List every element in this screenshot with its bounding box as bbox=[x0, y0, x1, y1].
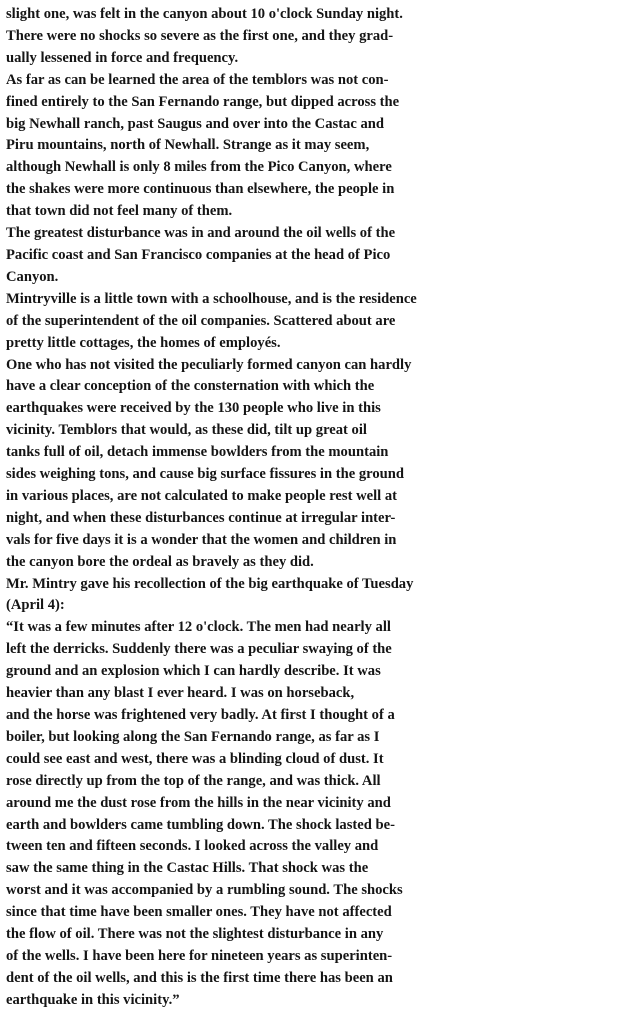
text-line: rose directly up from the top of the range, and was thick. All bbox=[6, 772, 381, 789]
text-line: As far as can be learned the area of the temblors was not con- bbox=[6, 71, 389, 88]
paragraph-mintry-quote bbox=[6, 617, 612, 1011]
text-line: pretty little cottages, the homes of employés. bbox=[6, 334, 281, 351]
text-line: Mr. Mintry gave his recollection of the big earthquake of Tuesday bbox=[6, 575, 414, 592]
text-line: the flow of oil. There was not the slightest disturbance in any bbox=[6, 926, 384, 943]
text-line: sides weighing tons, and cause big surface fissures in the ground bbox=[6, 466, 405, 483]
text-line: ually lessened in force and frequency. bbox=[6, 49, 239, 66]
text-line: earth and bowlders came tumbling down. The shock lasted be- bbox=[6, 816, 395, 833]
text-line: night, and when these disturbances continue at irregular inter- bbox=[6, 509, 396, 526]
text-line: Piru mountains, north of Newhall. Strange as it may seem, bbox=[6, 137, 370, 154]
text-line: big Newhall ranch, past Saugus and over into the Castac and bbox=[6, 115, 385, 132]
text-line: earthquakes were received by the 130 people who live in this bbox=[6, 400, 381, 417]
text-line: vals for five days it is a wonder that the women and children in bbox=[6, 531, 397, 548]
paragraph-consternation bbox=[6, 355, 612, 574]
text-line: ground and an explosion which I can hardly describe. It was bbox=[6, 663, 381, 680]
paragraph-shocks-lessened bbox=[6, 4, 612, 70]
text-line: have a clear conception of the consternation with which the bbox=[6, 378, 375, 395]
text-line: The greatest disturbance was in and around the oil wells of the bbox=[6, 225, 396, 242]
text-line: Mintryville is a little town with a schoolhouse, and is the residence bbox=[6, 290, 417, 307]
text-line: tanks full of oil, detach immense bowlders from the mountain bbox=[6, 444, 389, 461]
text-line: of the wells. I have been here for nineteen years as superinten- bbox=[6, 947, 393, 964]
text-line: since that time have been smaller ones. They have not affected bbox=[6, 904, 392, 921]
paragraph-mintry-recollection-intro bbox=[6, 574, 612, 618]
text-line: although Newhall is only 8 miles from the Pico Canyon, where bbox=[6, 159, 392, 176]
text-line: of the superintendent of the oil companies. Scattered about are bbox=[6, 312, 396, 329]
text-line: the shakes were more continuous than elsewhere, the people in bbox=[6, 181, 395, 198]
text-line: There were no shocks so severe as the first one, and they grad- bbox=[6, 27, 394, 44]
text-line: that town did not feel many of them. bbox=[6, 203, 233, 220]
text-line: worst and it was accompanied by a rumbling sound. The shocks bbox=[6, 882, 403, 899]
paragraph-greatest-disturbance bbox=[6, 223, 612, 289]
text-line: dent of the oil wells, and this is the first time there has been an bbox=[6, 969, 393, 986]
text-line: in various places, are not calculated to make people rest well at bbox=[6, 487, 398, 504]
text-line: the canyon bore the ordeal as bravely as they did. bbox=[6, 553, 314, 570]
text-line: tween ten and fifteen seconds. I looked across the valley and bbox=[6, 838, 379, 855]
text-line: (April 4): bbox=[6, 597, 65, 614]
text-line: vicinity. Temblors that would, as these did, tilt up great oil bbox=[6, 422, 367, 439]
text-line: could see east and west, there was a blinding cloud of dust. It bbox=[6, 750, 384, 767]
text-line: earthquake in this vicinity.” bbox=[6, 991, 180, 1008]
text-line: around me the dust rose from the hills in the near vicinity and bbox=[6, 794, 391, 811]
text-line: heavier than any blast I ever heard. I was on horseback, bbox=[6, 685, 355, 702]
text-line: fined entirely to the San Fernando range, but dipped across the bbox=[6, 93, 400, 110]
text-line: and the horse was frightened very badly. At first I thought of a bbox=[6, 707, 395, 723]
text-line: Canyon. bbox=[6, 268, 59, 285]
text-line: Pacific coast and San Francisco companies at the head of Pico bbox=[6, 246, 391, 263]
text-line: slight one, was felt in the canyon about 10 o'clock Sunday night. bbox=[6, 6, 403, 22]
text-line: saw the same thing in the Castac Hills. That shock was the bbox=[6, 860, 369, 877]
text-line: “It was a few minutes after 12 o'clock. The men had nearly all bbox=[6, 619, 391, 636]
paragraph-area-of-temblors bbox=[6, 70, 612, 223]
paragraph-mintryville bbox=[6, 289, 612, 355]
text-line: left the derricks. Suddenly there was a peculiar swaying of the bbox=[6, 641, 392, 658]
text-line: One who has not visited the peculiarly formed canyon can hardly bbox=[6, 356, 412, 373]
text-line: boiler, but looking along the San Fernando range, as far as I bbox=[6, 728, 380, 745]
